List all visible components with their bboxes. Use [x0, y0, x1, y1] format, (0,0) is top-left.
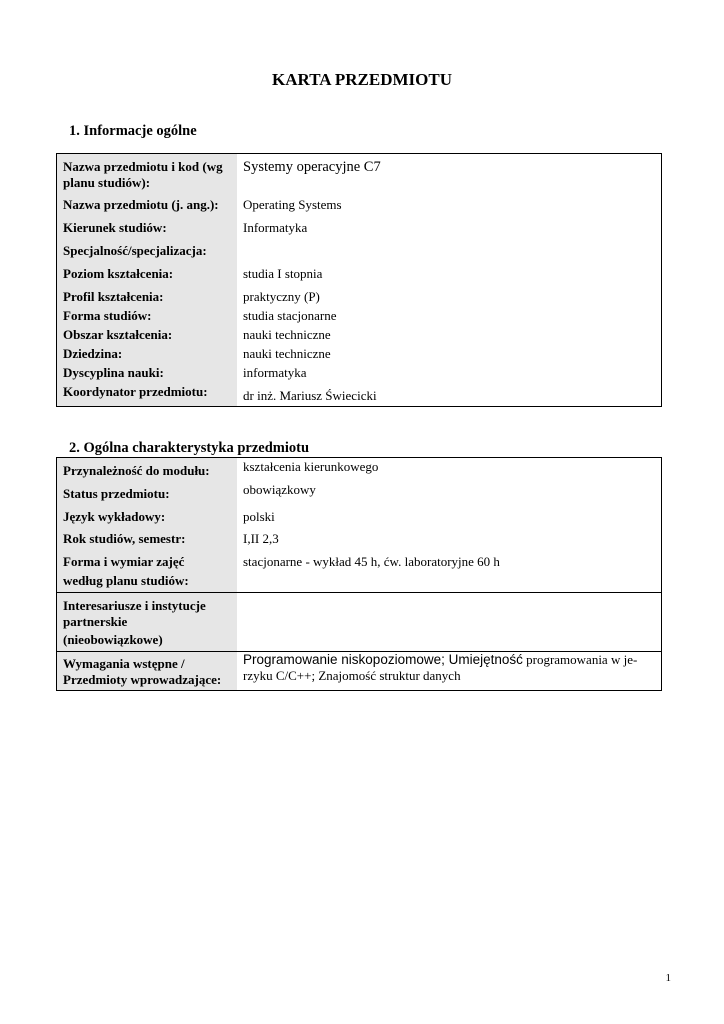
page-title: KARTA PRZEDMIOTU [272, 70, 452, 89]
value-language: polski [243, 509, 275, 524]
value-discipline: informatyka [243, 365, 307, 380]
section-1-heading: 1. Informacje ogólne [69, 123, 197, 139]
section-2-heading: 2. Ogólna charakterystyka przedmiotu [69, 440, 310, 456]
value-year-semester: I,II 2,3 [243, 531, 279, 546]
label-coordinator: Koordynator przedmiotu: [63, 384, 208, 399]
label-course-name-en: Nazwa przedmiotu (j. ang.): [63, 197, 219, 212]
label-stakeholders-line2: partnerskie [63, 614, 128, 629]
value-course-name: Systemy operacyjne C7 [243, 159, 381, 175]
value-module: kształcenia kierunkowego [243, 459, 379, 474]
value-study-form: studia stacjonarne [243, 308, 337, 323]
label-stakeholders-line1: Interesariusze i instytucje [63, 598, 206, 613]
value-field-of-study: Informatyka [243, 220, 308, 235]
value-area: nauki techniczne [243, 327, 331, 342]
label-stakeholders-line3: (nieobowiązkowe) [63, 632, 163, 647]
label-area: Obszar kształcenia: [63, 327, 173, 342]
general-info-table [56, 153, 662, 407]
page-number: 1 [665, 972, 671, 984]
value-domain: nauki techniczne [243, 346, 331, 361]
label-year-semester: Rok studiów, semestr: [63, 531, 186, 546]
value-profile: praktyczny (P) [243, 289, 320, 304]
value-coordinator: dr inż. Mariusz Świecicki [243, 388, 377, 403]
label-course-name: Nazwa przedmiotu i kod (wg planu studiów): [63, 159, 223, 190]
value-prerequisites-line2: rzyku C/C++; Znajomość struktur danych [243, 668, 461, 683]
value-education-level: studia I stopnia [243, 266, 323, 281]
value-prerequisites-serif: programowania w je- [522, 652, 638, 667]
label-class-form-line1: Forma i wymiar zajęć [63, 554, 185, 569]
label-class-form-line2: według planu studiów: [63, 573, 189, 588]
label-domain: Dziedzina: [63, 346, 123, 361]
label-module: Przynależność do modułu: [63, 463, 210, 478]
value-class-form: stacjonarne - wykład 45 h, ćw. laboratoryjne 60 h [243, 554, 500, 569]
label-prerequisites-line1: Wymagania wstępne / [63, 656, 185, 671]
label-language: Język wykładowy: [63, 509, 166, 524]
label-field-of-study: Kierunek studiów: [63, 220, 167, 235]
value-course-name-en: Operating Systems [243, 197, 342, 212]
value-prerequisites-sans: Programowanie niskopoziomowe; Umiejętność [243, 652, 523, 667]
label-profile: Profil kształcenia: [63, 289, 164, 304]
characteristics-table [56, 457, 662, 691]
value-prerequisites-line1 [243, 652, 637, 668]
row-divider [57, 592, 661, 593]
label-specialization: Specjalność/specjalizacja: [63, 243, 207, 258]
label-status: Status przedmiotu: [63, 486, 170, 501]
label-prerequisites-line2: Przedmioty wprowadzające: [63, 672, 222, 687]
label-discipline: Dyscyplina nauki: [63, 365, 164, 380]
value-status: obowiązkowy [243, 482, 316, 497]
label-education-level: Poziom kształcenia: [63, 266, 174, 281]
label-study-form: Forma studiów: [63, 308, 152, 323]
